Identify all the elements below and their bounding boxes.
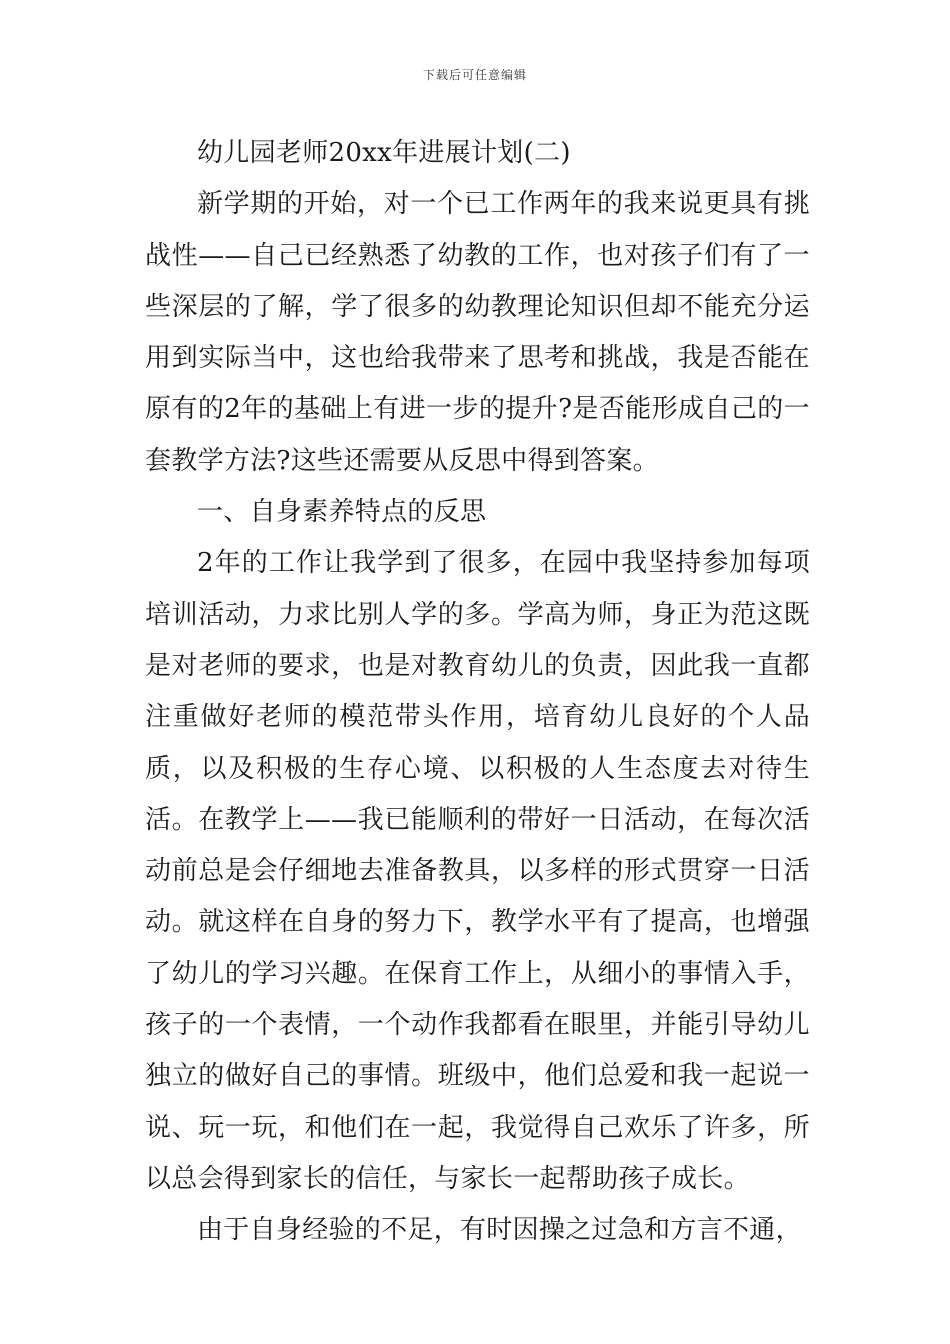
document-body	[145, 128, 810, 1257]
section-heading: 一、自身素养特点的反思	[197, 497, 487, 528]
paragraph-continuation: 由于自身经验的不足，有时因操之过急和方言不通，	[197, 1215, 802, 1246]
paragraph-reflection: 2年的工作让我学到了很多，在园中我坚持参加每项培训活动，力求比别人学的多。学高为师，身正为范这既是对老师的要求，也是对教育幼儿的负责，因此我一直都注重做好老师的模范带头作用，培育幼儿良好的个人品质，以及积极的生存心境、以积极的人生态度去对待生活。在教学上——我已能顺利的带好一日活动，在每次活动前总是会仔细地去准备教具，以多样的形式贯穿一日活动。就这样在自身的努力下，教学水平有了提高，也增强了幼儿的学习兴趣。在保育工作上，从细小的事情入手，孩子的一个表情，一个动作我都看在眼里，并能引导幼儿独立的做好自己的事情。班级中，他们总爱和我一起说一说、玩一玩，和他们在一起，我觉得自己欢乐了许多，所以总会得到家长的信任，与家长一起帮助孩子成长。	[145, 548, 810, 1194]
document-title: 幼儿园老师20xx年进展计划(二)	[197, 138, 571, 168]
paragraph-intro: 新学期的开始，对一个已工作两年的我来说更具有挑战性——自己已经熟悉了幼教的工作，也对孩子们有了一些深层的了解，学了很多的幼教理论知识但却不能充分运用到实际当中，这也给我带来了思考和挑战，我是否能在原有的2年的基础上有进一步的提升?是否能形成自己的一套教学方法?这些还需要从反思中得到答案。	[145, 189, 810, 476]
header-note: 下载后可任意编辑	[422, 68, 527, 82]
